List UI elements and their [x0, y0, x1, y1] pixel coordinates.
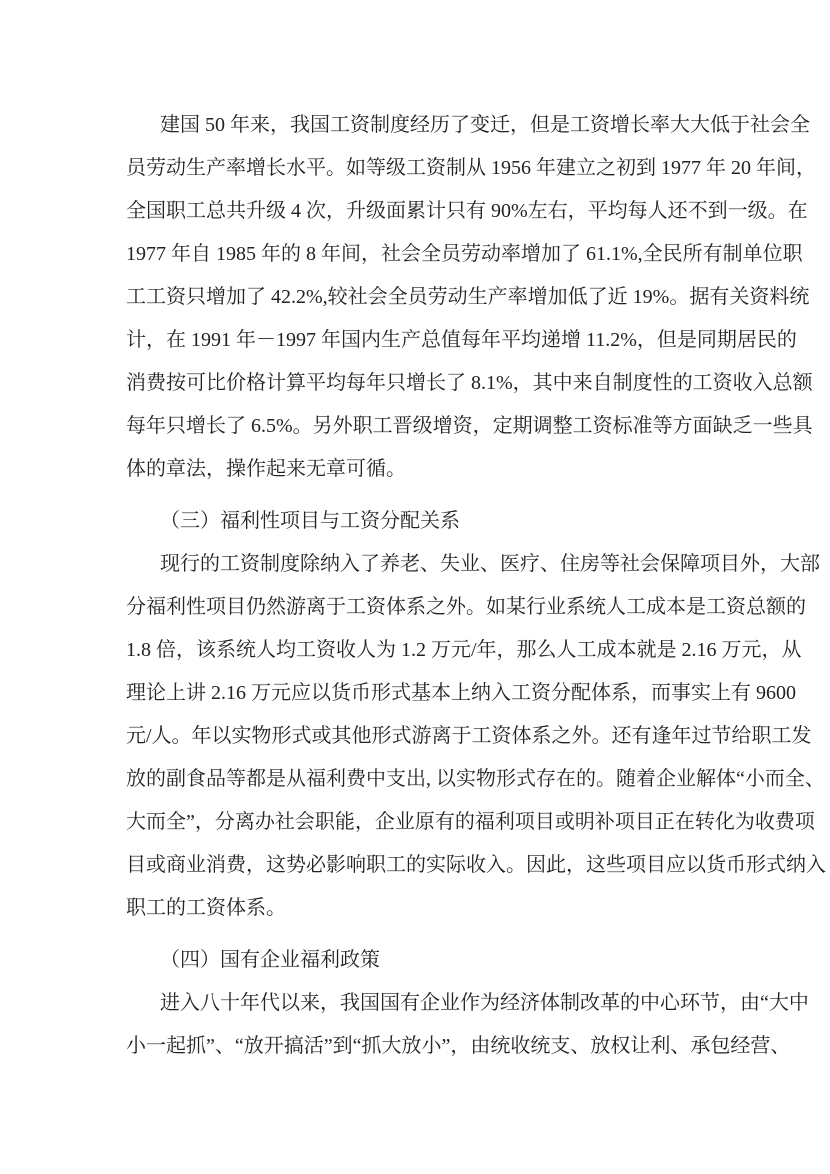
text-line: 建国 50 年来，我国工资制度经历了变迁，但是工资增长率大大低于社会全 [160, 114, 810, 136]
text-line: 1.8 倍，该系统人均工资收人为 1.2 万元/年，那么人工成本就是 2.16 万元，从 [126, 639, 802, 661]
text-line: 元/人。年以实物形式或其他形式游离于工资体系之外。还有逢年过节给职工发 [126, 725, 812, 747]
text-line: 员劳动生产率增长水平。如等级工资制从 1956 年建立之初到 1977 年 20 年间， [126, 157, 816, 179]
paragraph [126, 104, 816, 491]
document-body [126, 104, 826, 1068]
text-line: 大而全”，分离办社会职能，企业原有的福利项目或明补项目正在转化为收费项 [126, 811, 815, 833]
section-heading: （三）福利性项目与工资分配关系 [160, 510, 460, 532]
text-line: 1977 年自 1985 年的 8 年间，社会全员劳动率增加了 61.1%,全民所有制单位职 [126, 243, 803, 265]
text-line: 职工的工资体系。 [126, 897, 286, 919]
text-line: 理论上讲 2.16 万元应以货币形式基本上纳入工资分配体系，而事实上有 9600 [126, 682, 796, 704]
text-line: 目或商业消费，这势必影响职工的实际收入。因此，这些项目应以货币形式纳入 [126, 854, 826, 876]
text-line: 工工资只增加了 42.2%,较社会全员劳动生产率增加低了近 19%。据有关资料统 [126, 286, 810, 308]
text-line: 体的章法，操作起来无章可循。 [126, 458, 406, 480]
text-line: 计，在 1991 年－1997 年国内生产总值每年平均递增 11.2%，但是同期居民的 [126, 329, 797, 351]
text-line: 分福利性项目仍然游离于工资体系之外。如某行业系统人工成本是工资总额的 [126, 596, 806, 618]
text-line: 全国职工总共升级 4 次，升级面累计只有 90%左右，平均每人还不到一级。在 [126, 200, 808, 222]
text-line: 消费按可比价格计算平均每年只增长了 8.1%，其中来自制度性的工资收入总额 [126, 372, 813, 394]
text-line: 每年只增长了 6.5%。另外职工晋级增资，定期调整工资标准等方面缺乏一些具 [126, 415, 813, 437]
text-line: 进入八十年代以来，我国国有企业作为经济体制改革的中心环节，由“大中 [160, 992, 809, 1014]
paragraph [126, 543, 826, 930]
text-line: 放的副食品等都是从福利费中支出, 以实物形式存在的。随着企业解体“小而全、 [126, 768, 825, 790]
text-line: 现行的工资制度除纳入了养老、失业、医疗、住房等社会保障项目外，大部 [160, 553, 820, 575]
paragraph [126, 982, 809, 1068]
section-heading: （四）国有企业福利政策 [160, 949, 380, 971]
text-line: 小一起抓”、“放开搞活”到“抓大放小”，由统收统支、放权让利、承包经营、 [126, 1035, 791, 1057]
